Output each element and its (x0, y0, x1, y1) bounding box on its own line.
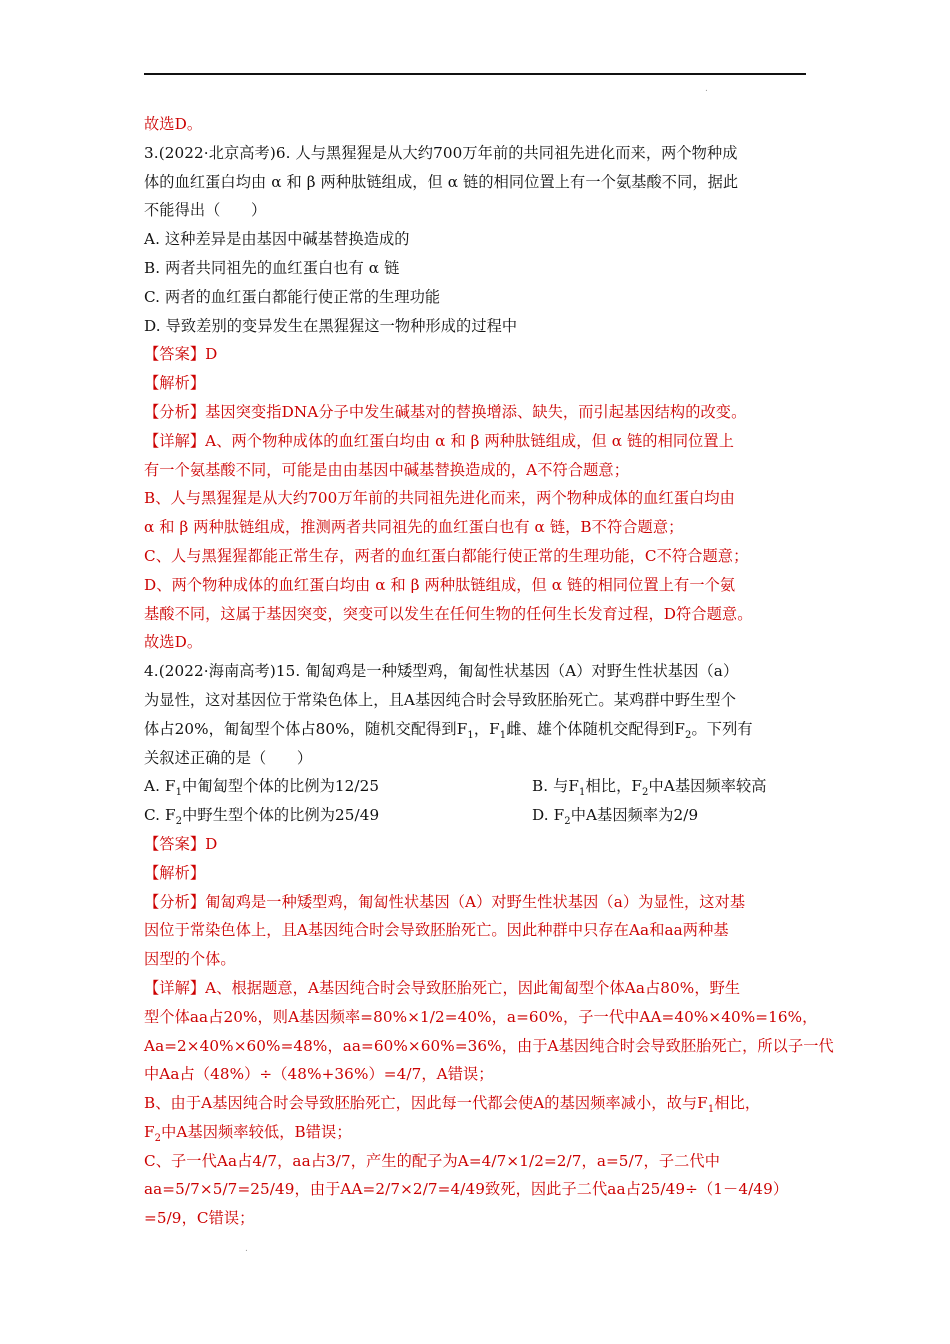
q4-detail-3: Aa=2×40%×60%=48%，aa=60%×60%=36%，由于A基因纯合时会导致胚胎死亡，所以子一代 (144, 1036, 834, 1055)
q3-jiexi: 【解析】 (144, 374, 206, 393)
q3-detail-2: 有一个氨基酸不同，可能是由由基因中碱基替换造成的，A不符合题意； (144, 460, 629, 479)
page-content (144, 110, 834, 1233)
q3-detail-7: 基酸不同，这属于基因突变，突变可以发生在任何生物的任何生长发育过程，D符合题意。 (144, 604, 753, 623)
q4-detail-4: 中Aa占（48%）÷（48%+36%）=4/7，A错误； (144, 1065, 494, 1084)
q4-stem-line-4: 关叙述正确的是（ ） (144, 748, 313, 767)
q4-detail-8: aa=5/7×5/7=25/49，由于AA=2/7×2/7=4/49致死，因此子二代aa占25/49÷（1－4/49） (144, 1180, 789, 1199)
q4-options-row-1 (144, 772, 809, 801)
q3-stem-line-1: 3.(2022·北京高考)6. 人与黑猩猩是从大约700万年前的共同祖先进化而来，两个物种成 (144, 143, 738, 162)
prev-conclusion: 故选D。 (144, 115, 203, 133)
q3-option-a: A. 这种差异是由基因中碱基替换造成的 (144, 230, 410, 249)
q3-stem-line-2: 体的血红蛋白均由 α 和 β 两种肽链组成，但 α 链的相同位置上有一个氨基酸不同，据此 (144, 172, 739, 191)
q4-detail-1: 【详解】A、根据题意，A基因纯合时会导致胚胎死亡，因此匍匐型个体Aa占80%，野生 (144, 978, 741, 997)
q4-jiexi: 【解析】 (144, 863, 206, 882)
q4-options-row-2 (144, 801, 809, 830)
q4-detail-7: C、子一代Aa占4/7，aa占3/7，产生的配子为A=4/7×1/2=2/7，a=5/7，子二代中 (144, 1151, 720, 1170)
q3-answer: 【答案】D (144, 345, 218, 364)
q4-detail-9: =5/9，C错误； (144, 1209, 255, 1228)
q4-option-d: D. $F_2$中A基因频率为2/9 (532, 806, 699, 828)
q3-detail-6: D、两个物种成体的血红蛋白均由 α 和 β 两种肽链组成，但 α 链的相同位置上有一个氨 (144, 575, 736, 594)
q3-detail-1: 【详解】A、两个物种成体的血红蛋白均由 α 和 β 两种肽链组成，但 α 链的相同位置上 (144, 431, 735, 450)
q4-fenxi-3: 因型的个体。 (144, 950, 236, 969)
q4-stem-line-1: 4.(2022·海南高考)15. 匍匐鸡是一种矮型鸡，匍匐性状基因（A）对野生性状基因（a） (144, 662, 739, 681)
q3-conclusion: 故选D。 (144, 633, 203, 652)
q4-fenxi-2: 因位于常染色体上，且A基因纯合时会导致胚胎死亡。因此种群中只存在Aa和aa两种基 (144, 921, 729, 940)
q4-option-c: C. $F_2$中野生型个体的比例为25/49 (144, 806, 380, 828)
q4-detail-5: B、由于A基因纯合时会导致胚胎死亡，因此每一代都会使A的基因频率减小，故与$F_1$相比， (144, 1094, 761, 1116)
q3-detail-5: C、人与黑猩猩都能正常生存，两者的血红蛋白都能行使正常的生理功能，C不符合题意； (144, 546, 749, 565)
q4-answer: 【答案】D (144, 834, 218, 853)
q4-fenxi-1: 【分析】匍匐鸡是一种矮型鸡，匍匐性状基因（A）对野生性状基因（a）为显性，这对基 (144, 892, 746, 911)
q4-stem-line-3: 体占20%，匍匐型个体占80%，随机交配得到$F_1$，$F_1$雌、雄个体随机交配得到$F_2$。下列有 (144, 719, 753, 741)
q4-detail-6: $F_2$中A基因频率较低，B错误； (144, 1122, 352, 1144)
q3-stem-line-3: 不能得出（ ） (144, 201, 267, 220)
q3-option-c: C. 两者的血红蛋白都能行使正常的生理功能 (144, 287, 441, 306)
q3-option-d: D. 导致差别的变异发生在黑猩猩这一物种形成的过程中 (144, 316, 518, 335)
q3-detail-4: α 和 β 两种肽链组成，推测两者共同祖先的血红蛋白也有 α 链，B不符合题意； (144, 518, 684, 537)
header-dot: . (705, 84, 708, 94)
q3-option-b: B. 两者共同祖先的血红蛋白也有 α 链 (144, 258, 400, 277)
footer-dot: . (245, 1244, 248, 1254)
q4-detail-2: 型个体aa占20%，则A基因频率=80%×1/2=40%，a=60%，子一代中AA=40%×40%=16%， (144, 1007, 818, 1026)
q4-stem-line-2: 为显性，这对基因位于常染色体上，且A基因纯合时会导致胚胎死亡。某鸡群中野生型个 (144, 690, 736, 709)
q4-option-b: B. 与$F_1$相比，$F_2$中A基因频率较高 (532, 777, 767, 799)
q4-option-a: A. $F_1$中匍匐型个体的比例为12/25 (144, 777, 380, 799)
header-rule (144, 73, 806, 75)
q3-fenxi: 【分析】基因突变指DNA分子中发生碱基对的替换增添、缺失，而引起基因结构的改变。 (144, 402, 747, 421)
q3-detail-3: B、人与黑猩猩是从大约700万年前的共同祖先进化而来，两个物种成体的血红蛋白均由 (144, 489, 735, 508)
